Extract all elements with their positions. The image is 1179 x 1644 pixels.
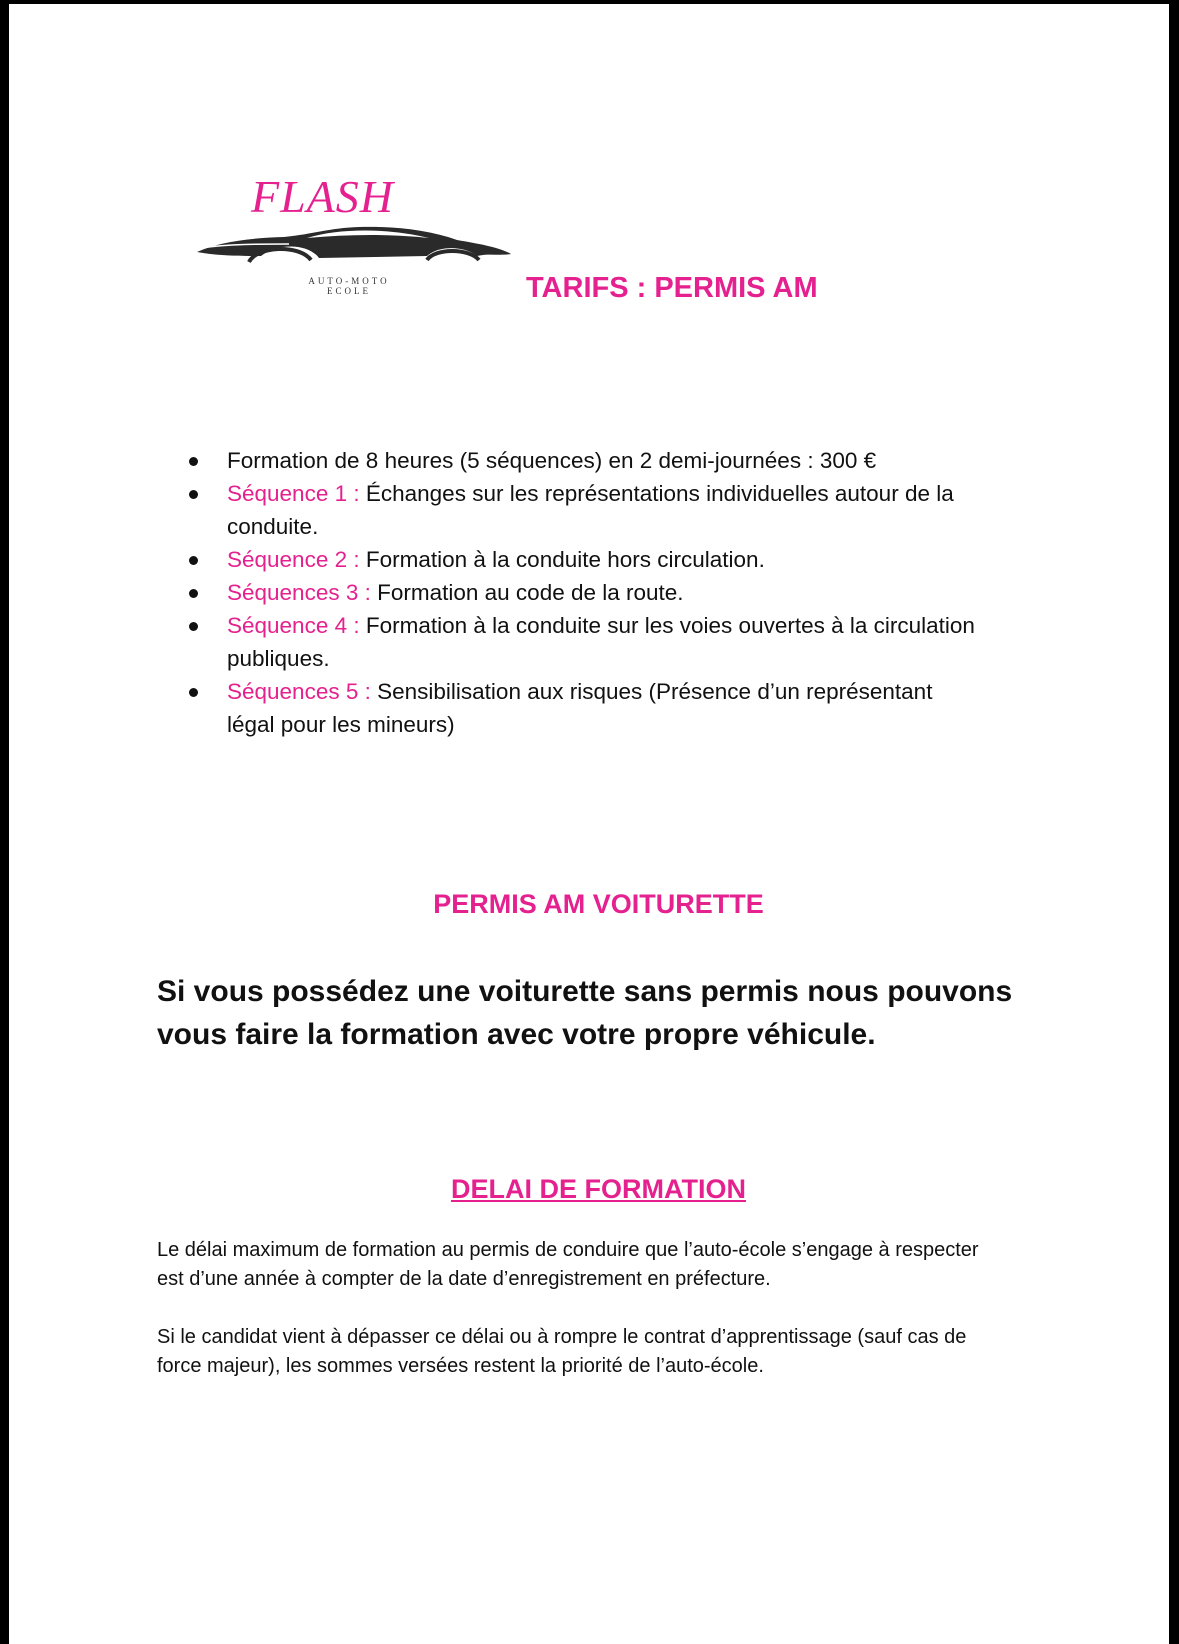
voiturette-statement bbox=[157, 970, 1057, 1056]
list-item bbox=[184, 675, 1044, 741]
bullet-icon bbox=[189, 688, 198, 697]
delai-paragraph-1 bbox=[157, 1236, 1042, 1294]
car-silhouette-icon bbox=[189, 226, 519, 276]
logo-subtitle bbox=[289, 276, 409, 296]
delai-heading: DELAI DE FORMATION bbox=[451, 1174, 746, 1204]
sequence-label: Séquence 4 : bbox=[227, 613, 360, 638]
sequence-list bbox=[184, 444, 1044, 741]
document-page bbox=[9, 4, 1169, 1644]
list-item-text: Sensibilisation aux risques (Présence d’un représentant bbox=[377, 679, 933, 704]
list-item bbox=[184, 477, 1044, 543]
bullet-icon bbox=[189, 589, 198, 598]
sequence-label: Séquence 1 : bbox=[227, 481, 360, 506]
list-item-text: Formation à la conduite hors circulation. bbox=[365, 547, 765, 572]
logo-brand-text: FLASH bbox=[251, 171, 394, 222]
list-item-text: conduite. bbox=[227, 514, 319, 539]
voiturette-heading: PERMIS AM VOITURETTE bbox=[433, 889, 764, 919]
bullet-icon bbox=[189, 622, 198, 631]
voiturette-line1: Si vous possédez une voiturette sans permis nous pouvons bbox=[157, 975, 1013, 1008]
school-logo bbox=[189, 164, 519, 304]
bullet-icon bbox=[189, 556, 198, 565]
viewer-frame-right bbox=[1169, 0, 1179, 1644]
list-item-text: Échanges sur les représentations individuelles autour de la bbox=[365, 481, 954, 506]
viewer-frame-left bbox=[0, 0, 9, 1644]
list-item bbox=[184, 576, 1044, 609]
list-item-line bbox=[227, 477, 1044, 510]
voiturette-line2: vous faire la formation avec votre propre véhicule. bbox=[157, 1018, 876, 1051]
delai-paragraph-2 bbox=[157, 1323, 1042, 1381]
list-item bbox=[184, 609, 1044, 675]
sequence-label: Séquences 3 : bbox=[227, 580, 371, 605]
list-item bbox=[184, 444, 1044, 477]
delai-p2-line2: force majeur), les sommes versées restent la priorité de l’auto-école. bbox=[157, 1355, 764, 1377]
list-item-line bbox=[227, 675, 1044, 708]
list-item-line bbox=[227, 576, 1044, 609]
sequence-label: Séquences 5 : bbox=[227, 679, 371, 704]
logo-subtitle-line2: ECOLE bbox=[327, 286, 371, 296]
list-item-line bbox=[227, 609, 1044, 642]
list-item-text: Formation à la conduite sur les voies ouvertes à la circulation bbox=[365, 613, 975, 638]
bullet-icon bbox=[189, 490, 198, 499]
list-item-text: publiques. bbox=[227, 646, 330, 671]
delai-p1-line1: Le délai maximum de formation au permis de conduire que l’auto-école s’engage à respecter bbox=[157, 1239, 979, 1261]
page-title: TARIFS : PERMIS AM bbox=[526, 272, 818, 304]
delai-p1-line2: est d’une année à compter de la date d’enregistrement en préfecture. bbox=[157, 1268, 771, 1290]
list-item-line bbox=[227, 543, 1044, 576]
list-item-text: légal pour les mineurs) bbox=[227, 712, 455, 737]
delai-p2-line1: Si le candidat vient à dépasser ce délai ou à rompre le contrat d’apprentissage (sauf cas de bbox=[157, 1326, 967, 1348]
bullet-icon bbox=[189, 457, 198, 466]
logo-subtitle-line1: AUTO-MOTO bbox=[308, 276, 390, 286]
sequence-label: Séquence 2 : bbox=[227, 547, 360, 572]
list-item-text: Formation de 8 heures (5 séquences) en 2 demi-journées : 300 € bbox=[227, 448, 877, 473]
list-item-text: Formation au code de la route. bbox=[377, 580, 684, 605]
list-item bbox=[184, 543, 1044, 576]
